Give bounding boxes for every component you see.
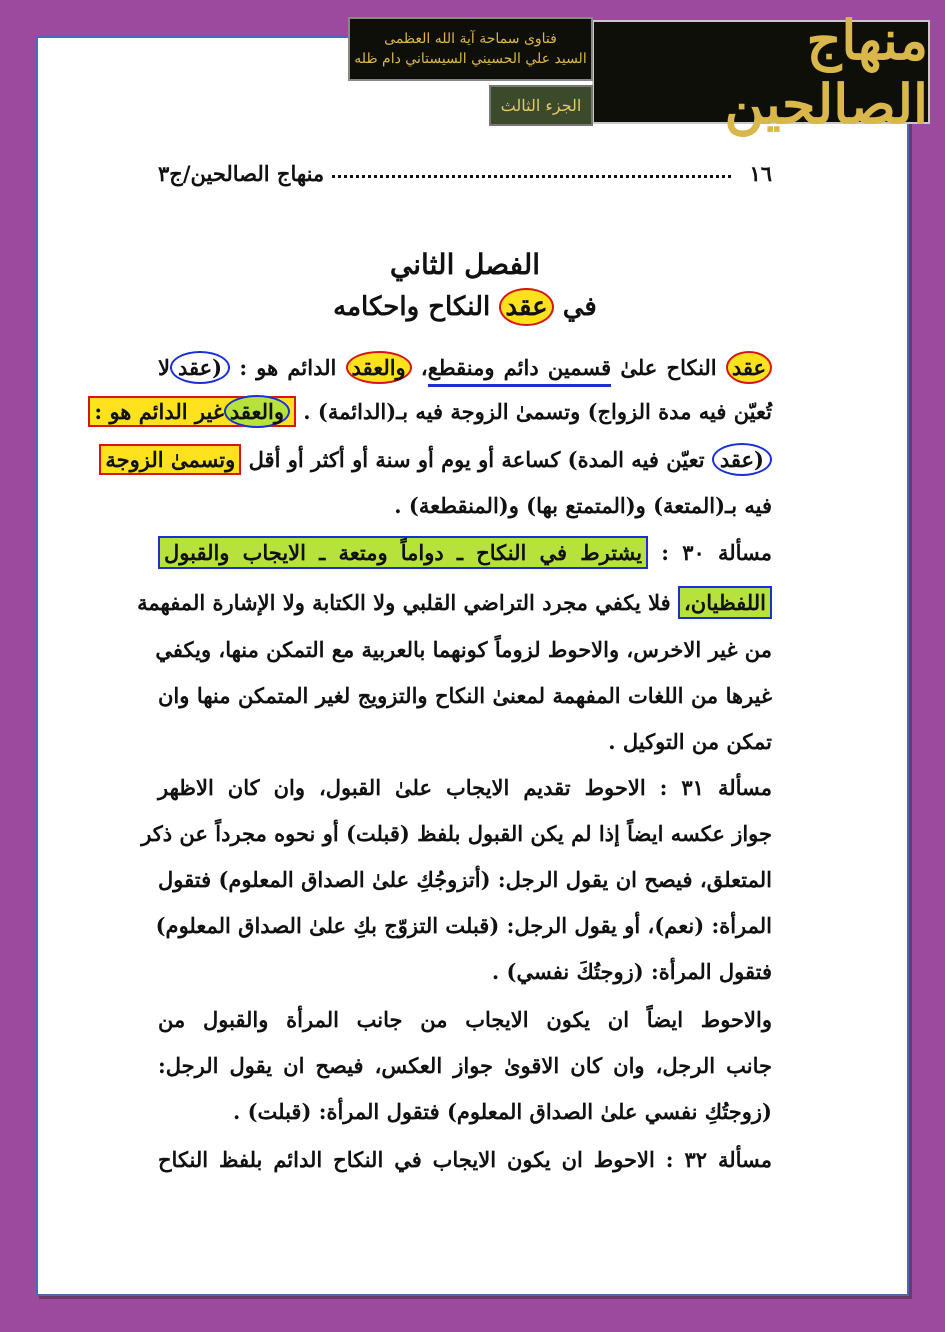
- subtitle-rest: النكاح واحكامه: [333, 292, 491, 322]
- book-title-logo: [592, 8, 930, 136]
- text-line-4: فيه بـ(المتعة) و(المتمتع بها) و(المنقطعة) .: [394, 493, 772, 518]
- book-title-text: منهاج الصالحين: [724, 8, 928, 136]
- chapter-title: الفصل الثاني: [389, 248, 541, 281]
- volume-plate: [489, 85, 593, 126]
- text-span: الدائم هو :: [239, 355, 337, 380]
- author-line-1: فتاوى سماحة آية الله العظمى: [384, 31, 557, 47]
- mark-permanent-contract: والعقد: [346, 351, 412, 384]
- running-header: [158, 156, 772, 190]
- page-number: ١٦: [749, 160, 772, 186]
- mark-condition: يشترط في النكاح ـ دواماً ومتعة ـ الايجاب والقبول: [158, 536, 648, 569]
- text-span: الاحوط ان يكون الايجاب في النكاح الدائم بلفظ النكاح: [158, 1147, 655, 1172]
- underline-types: قسمين دائم ومنقطع: [428, 355, 611, 387]
- text-line-3: [105, 438, 772, 482]
- mark-aqd-1: عقد: [726, 351, 772, 384]
- chapter-subtitle: [160, 292, 770, 322]
- text-span: النكاح علىٰ: [620, 355, 717, 380]
- text-line-11: جواز عكسه ايضاً إذا لم يكن القبول بلفظ (قبلت) أو نحوه مجرداً عن ذكر: [141, 821, 772, 846]
- text-span: فلا يكفي مجرد التراضي القلبي ولا الكتابة ولا الإشارة المفهمة: [137, 590, 671, 615]
- author-plate: [348, 17, 593, 81]
- issue-number-31: مسألة ٣١ :: [659, 775, 772, 800]
- text-line-17: (زوجتُكِ نفسي علىٰ الصداق المعلوم) فتقول المرأة: (قبلت) .: [232, 1099, 772, 1124]
- text-line-5: [158, 531, 772, 575]
- text-span: تعيّن فيه المدة) كساعة أو يوم أو سنة أو أكثر أو أقل: [248, 447, 705, 472]
- author-line-2: السيد علي الحسيني السيستاني دام ظله: [354, 51, 587, 67]
- text-line-8: غيرها من اللغات المفهمة لمعنىٰ النكاح والتزويج لغير المتمكن منها وان: [158, 683, 772, 708]
- mark-aqd-3: (عقد: [712, 443, 772, 476]
- issue-number-32: مسألة ٣٢ :: [665, 1147, 773, 1172]
- mark-verbal: اللفظيان،: [678, 586, 772, 619]
- issue-number-30: مسألة ٣٠ :: [661, 540, 772, 565]
- text-line-7: من غير الاخرس، والاحوط لزوماً كونهما بالعربية مع التمكن منها، ويكفي: [155, 637, 772, 662]
- text-line-9: تمكن من التوكيل .: [608, 729, 772, 754]
- mark-contract-word: والعقد: [224, 395, 290, 428]
- text-line-2: [94, 390, 772, 434]
- text-span: الاحوط تقديم الايجاب علىٰ القبول، وان كان الاظهر: [158, 775, 646, 800]
- text-line-10: [158, 766, 772, 810]
- leader-dots: [332, 175, 731, 178]
- subtitle-highlight: عقد: [499, 288, 553, 326]
- text-line-6: [137, 581, 772, 625]
- text-line-14: فتقول المرأة: (زوجتُكَ نفسي) .: [491, 959, 772, 984]
- text-span: غير الدائم هو :: [94, 399, 224, 424]
- subtitle-prefix: في: [562, 292, 597, 322]
- volume-label: الجزء الثالث: [500, 96, 582, 115]
- text-line-16: جانب الرجل، وان كان الاقوىٰ جواز العكس، فيصح ان يقول الرجل:: [158, 1053, 772, 1078]
- text-span: تُعيّن فيه مدة الزواج) وتسمىٰ الزوجة فيه بـ(الدائمة) .: [303, 399, 772, 424]
- mark-aqd-2: (عقد: [170, 351, 230, 384]
- text-line-18: [158, 1138, 772, 1182]
- text-line-15: والاحوط ايضاً ان يكون الايجاب من جانب المرأة والقبول من: [158, 1007, 772, 1032]
- text-span: ،: [420, 355, 428, 380]
- text-line-1: [158, 346, 772, 390]
- mark-temporary-contract: [88, 396, 296, 427]
- text-span: لا: [158, 355, 170, 380]
- mark-wife-named: وتسمىٰ الزوجة: [99, 444, 241, 475]
- text-line-13: المرأة: (نعم)، أو يقول الرجل: (قبلت التزوّج بكِ علىٰ الصداق المعلوم): [155, 913, 772, 938]
- text-line-12: المتعلق، فيصح ان يقول الرجل: (أتزوجُكِ علىٰ الصداق المعلوم) فتقول: [158, 867, 773, 892]
- running-title: منهاج الصالحين/ج٣: [158, 160, 325, 186]
